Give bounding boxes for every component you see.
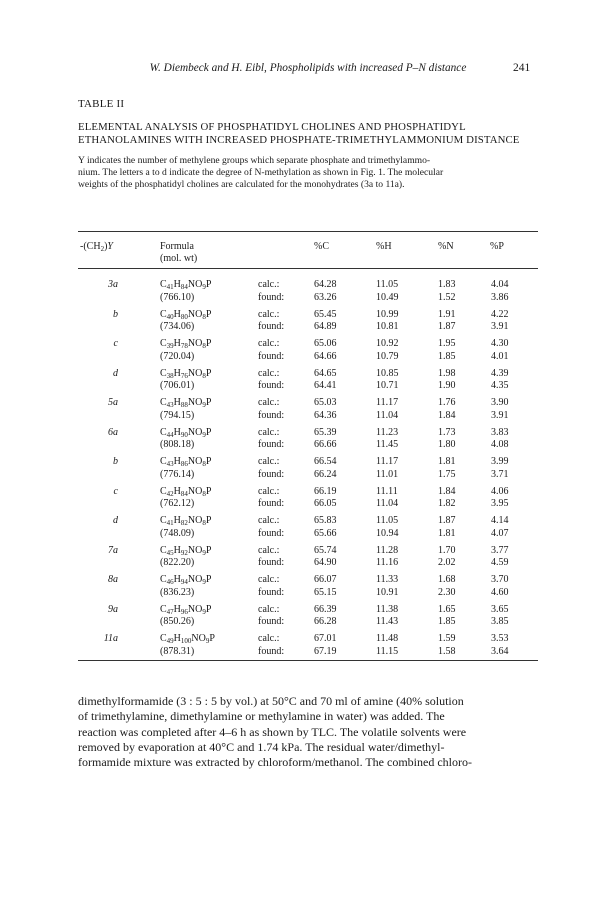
caption-line: nium. The letters a to d indicate the degree of N-methylation as shown in Fig. 1. The molecular <box>78 167 444 179</box>
calc-percent-p: 3.70 <box>491 574 509 585</box>
table-row <box>78 545 538 571</box>
found-label: found: <box>258 291 285 303</box>
compound-id: 5a <box>108 397 118 408</box>
compound-id: b <box>113 456 118 467</box>
calc-percent-c: 66.19 <box>314 485 337 497</box>
compound-molwt: (734.06) <box>160 321 195 332</box>
found-percent-c: 65.66 <box>314 527 337 539</box>
calc-percent-p: 3.77 <box>491 544 509 556</box>
compound-id: d <box>113 367 118 379</box>
calc-percent-n: 1.68 <box>438 574 456 585</box>
calc-label: calc.: <box>258 367 280 379</box>
calc-label: calc.: <box>258 456 280 467</box>
calc-percent-p: 3.83 <box>491 426 509 438</box>
calc-percent-p: 3.65 <box>491 603 509 615</box>
calc-percent-c: 65.45 <box>314 308 337 320</box>
calc-percent-p: 4.30 <box>491 338 509 349</box>
compound-id: c <box>113 485 118 497</box>
calc-percent-p: 4.14 <box>491 515 509 526</box>
compound-id: c <box>113 338 118 349</box>
found-percent-n: 1.85 <box>438 350 456 362</box>
compound-molwt: (748.09) <box>160 527 195 539</box>
compound-formula: $C_{43}H_{88}NO_9P$ <box>160 397 212 409</box>
found-percent-n: 1.90 <box>438 380 456 391</box>
calc-percent-h: 11.17 <box>376 397 399 408</box>
page-number: 241 <box>513 62 531 74</box>
found-percent-h: 11.04 <box>376 498 399 509</box>
found-percent-c: 64.66 <box>314 350 337 362</box>
found-percent-h: 10.94 <box>376 527 399 539</box>
body-text <box>78 694 540 770</box>
table-header-rule <box>78 268 538 269</box>
found-label: found: <box>258 321 285 332</box>
found-percent-p: 3.91 <box>491 321 509 332</box>
found-percent-c: 64.36 <box>314 409 337 421</box>
table-title-line: ELEMENTAL ANALYSIS OF PHOSPHATIDYL CHOLINES AND PHOSPHATIDYL <box>78 121 466 133</box>
compound-formula: $C_{41}H_{82}NO_8P$ <box>160 515 212 527</box>
compound-formula: $C_{45}H_{92}NO_9P$ <box>160 544 212 557</box>
compound-id: 9a <box>108 603 118 615</box>
calc-percent-n: 1.83 <box>438 279 456 290</box>
compound-id: 11a <box>103 633 118 644</box>
calc-percent-h: 11.23 <box>376 426 399 438</box>
found-label: found: <box>258 527 285 539</box>
table-row <box>78 309 538 335</box>
found-percent-p: 3.71 <box>491 468 509 480</box>
calc-percent-h: 10.99 <box>376 308 399 320</box>
compound-formula: $C_{38}H_{76}NO_8P$ <box>160 367 212 380</box>
found-percent-c: 63.26 <box>314 291 337 303</box>
compound-formula: $C_{49}H_{100}NO_9P$ <box>160 633 215 645</box>
found-label: found: <box>258 350 285 362</box>
found-percent-n: 1.82 <box>438 498 456 509</box>
found-percent-p: 4.35 <box>491 380 509 391</box>
compound-molwt: (766.10) <box>160 291 195 303</box>
calc-label: calc.: <box>258 485 280 497</box>
calc-label: calc.: <box>258 633 280 644</box>
compound-molwt: (776.14) <box>160 468 195 480</box>
table-row <box>78 338 538 364</box>
compound-formula: $C_{46}H_{94}NO_9P$ <box>160 574 212 586</box>
found-percent-n: 1.52 <box>438 291 456 303</box>
compound-id: d <box>113 515 118 526</box>
found-percent-c: 66.05 <box>314 498 337 509</box>
found-percent-p: 3.95 <box>491 498 509 509</box>
body-line: removed by evaporation at 40°C and 1.74 kPa. The residual water/dimethyl- <box>78 739 445 754</box>
found-percent-h: 11.43 <box>376 616 399 627</box>
compound-molwt: (822.20) <box>160 557 195 568</box>
found-percent-h: 11.01 <box>376 468 399 480</box>
compound-formula: $C_{41}H_{84}NO_9P$ <box>160 279 212 291</box>
calc-percent-c: 65.03 <box>314 397 337 408</box>
found-percent-c: 67.19 <box>314 645 337 657</box>
calc-percent-c: 64.28 <box>314 279 337 290</box>
calc-label: calc.: <box>258 338 280 349</box>
calc-percent-p: 4.22 <box>491 308 509 320</box>
table-caption <box>78 155 538 192</box>
compound-formula: $C_{44}H_{90}NO_9P$ <box>160 426 212 439</box>
calc-percent-n: 1.87 <box>438 515 456 526</box>
found-percent-h: 10.81 <box>376 321 399 332</box>
found-percent-p: 4.60 <box>491 586 509 598</box>
calc-percent-p: 3.90 <box>491 397 509 408</box>
found-percent-p: 3.91 <box>491 409 509 421</box>
calc-label: calc.: <box>258 515 280 526</box>
table-number: TABLE II <box>78 98 125 110</box>
compound-molwt: (850.26) <box>160 616 195 627</box>
found-percent-n: 1.81 <box>438 527 456 539</box>
found-percent-n: 2.30 <box>438 586 456 598</box>
column-header-c: %C <box>314 241 329 252</box>
found-percent-h: 10.91 <box>376 586 399 598</box>
found-percent-p: 3.86 <box>491 291 509 303</box>
calc-percent-c: 64.65 <box>314 367 337 379</box>
found-percent-c: 64.41 <box>314 380 337 391</box>
table-title-line: ETHANOLAMINES WITH INCREASED PHOSPHATE-TRIMETHYLAMMONIUM DISTANCE <box>78 133 520 146</box>
found-label: found: <box>258 498 285 509</box>
calc-percent-c: 65.06 <box>314 338 337 349</box>
found-percent-p: 4.01 <box>491 350 509 362</box>
calc-percent-n: 1.59 <box>438 633 456 644</box>
compound-molwt: (836.23) <box>160 586 195 598</box>
column-header-formula: Formula <box>160 241 194 252</box>
calc-percent-n: 1.70 <box>438 544 456 556</box>
calc-percent-h: 11.17 <box>376 456 399 467</box>
body-line: formamide mixture was extracted by chloroform/methanol. The combined chloro- <box>78 755 472 770</box>
found-percent-h: 11.04 <box>376 409 399 421</box>
table-row <box>78 456 538 482</box>
found-label: found: <box>258 468 285 480</box>
calc-label: calc.: <box>258 426 280 438</box>
calc-percent-n: 1.73 <box>438 426 456 438</box>
table-row <box>78 486 538 512</box>
table-row <box>78 368 538 394</box>
found-label: found: <box>258 586 285 598</box>
found-percent-h: 11.16 <box>376 557 399 568</box>
calc-label: calc.: <box>258 308 280 320</box>
calc-percent-h: 10.85 <box>376 367 399 379</box>
body-line: dimethylformamide (3 : 5 : 5 by vol.) at 50°C and 70 ml of amine (40% solution <box>78 694 464 708</box>
calc-percent-n: 1.91 <box>438 308 456 320</box>
calc-percent-n: 1.98 <box>438 367 456 379</box>
found-percent-c: 65.15 <box>314 586 337 598</box>
column-header-n: %N <box>438 241 454 252</box>
calc-label: calc.: <box>258 574 280 585</box>
compound-formula: $C_{43}H_{86}NO_8P$ <box>160 456 212 468</box>
calc-percent-p: 3.53 <box>491 633 509 644</box>
calc-percent-n: 1.76 <box>438 397 456 408</box>
compound-molwt: (720.04) <box>160 350 195 362</box>
found-percent-n: 1.87 <box>438 321 456 332</box>
table-row <box>78 427 538 453</box>
table-bottom-rule <box>78 660 538 661</box>
calc-percent-c: 66.07 <box>314 574 337 585</box>
calc-label: calc.: <box>258 603 280 615</box>
body-line: of trimethylamine, dimethylamine or methylamine in water) was added. The <box>78 709 445 724</box>
compound-molwt: (706.01) <box>160 380 195 391</box>
found-percent-h: 10.49 <box>376 291 399 303</box>
column-header-molwt: (mol. wt) <box>160 253 198 264</box>
compound-id: 8a <box>108 574 118 585</box>
calc-percent-c: 66.54 <box>314 456 337 467</box>
found-percent-p: 3.64 <box>491 645 509 657</box>
calc-percent-h: 11.05 <box>376 279 399 290</box>
compound-id: 3a <box>108 279 118 290</box>
calc-percent-h: 10.92 <box>376 338 399 349</box>
found-percent-p: 3.85 <box>491 616 509 627</box>
compound-molwt: (762.12) <box>160 498 195 509</box>
found-percent-h: 10.71 <box>376 380 399 391</box>
calc-percent-n: 1.81 <box>438 456 456 467</box>
column-header-h: %H <box>376 241 392 252</box>
found-percent-p: 4.59 <box>491 557 509 568</box>
calc-percent-h: 11.48 <box>376 633 399 644</box>
found-percent-n: 1.75 <box>438 468 456 480</box>
calc-percent-n: 1.95 <box>438 338 456 349</box>
found-percent-p: 4.07 <box>491 527 509 539</box>
found-percent-p: 4.08 <box>491 439 509 450</box>
calc-label: calc.: <box>258 397 280 408</box>
found-label: found: <box>258 439 285 450</box>
compound-formula: $C_{42}H_{84}NO_8P$ <box>160 485 212 498</box>
table-top-rule <box>78 231 538 232</box>
column-header-p: %P <box>490 241 504 252</box>
found-label: found: <box>258 616 285 627</box>
calc-percent-p: 3.99 <box>491 456 509 467</box>
table-row <box>78 397 538 423</box>
caption-line: weights of the phosphatidyl cholines are calculated for the monohydrates (3a to 11a). <box>78 179 405 191</box>
calc-percent-c: 65.39 <box>314 426 337 438</box>
found-label: found: <box>258 645 285 657</box>
compound-formula: $C_{39}H_{78}NO_8P$ <box>160 338 212 350</box>
column-header-ch2: $-(CH_2)Y$ <box>80 241 113 253</box>
calc-percent-c: 65.83 <box>314 515 337 526</box>
table-row <box>78 604 538 630</box>
calc-percent-p: 4.06 <box>491 485 509 497</box>
running-head: W. Diembeck and H. Eibl, Phospholipids with increased P–N distance <box>149 62 467 74</box>
calc-percent-n: 1.65 <box>438 603 456 615</box>
compound-id: 6a <box>108 426 118 438</box>
found-percent-n: 1.58 <box>438 645 456 657</box>
table-row <box>78 515 538 541</box>
calc-percent-n: 1.84 <box>438 485 456 497</box>
calc-percent-h: 11.33 <box>376 574 399 585</box>
compound-molwt: (878.31) <box>160 645 195 657</box>
found-percent-n: 1.84 <box>438 409 456 421</box>
calc-percent-h: 11.28 <box>376 544 399 556</box>
found-label: found: <box>258 557 285 568</box>
table-row <box>78 279 538 305</box>
calc-percent-p: 4.04 <box>491 279 509 290</box>
found-percent-h: 11.45 <box>376 439 399 450</box>
calc-percent-c: 66.39 <box>314 603 337 615</box>
calc-percent-h: 11.38 <box>376 603 399 615</box>
compound-molwt: (808.18) <box>160 439 195 450</box>
table-title <box>78 121 538 146</box>
compound-molwt: (794.15) <box>160 409 195 421</box>
compound-formula: $C_{40}H_{80}NO_8P$ <box>160 308 212 321</box>
calc-percent-h: 11.11 <box>376 485 398 497</box>
calc-label: calc.: <box>258 279 280 290</box>
table-row <box>78 574 538 600</box>
found-percent-c: 64.89 <box>314 321 337 332</box>
compound-formula: $C_{47}H_{96}NO_9P$ <box>160 603 212 616</box>
table-row <box>78 633 538 659</box>
body-line: reaction was completed after 4–6 h as shown by TLC. The volatile solvents were <box>78 724 467 739</box>
compound-id: b <box>113 308 118 320</box>
found-percent-c: 64.90 <box>314 557 337 568</box>
found-percent-c: 66.66 <box>314 439 337 450</box>
found-percent-n: 2.02 <box>438 557 456 568</box>
found-label: found: <box>258 380 285 391</box>
calc-percent-h: 11.05 <box>376 515 399 526</box>
calc-percent-c: 65.74 <box>314 544 337 556</box>
found-percent-c: 66.24 <box>314 468 337 480</box>
found-percent-h: 11.15 <box>376 645 399 657</box>
found-percent-c: 66.28 <box>314 616 337 627</box>
compound-id: 7a <box>108 544 118 556</box>
calc-percent-c: 67.01 <box>314 633 337 644</box>
caption-line: Y indicates the number of methylene groups which separate phosphate and trimethylammo- <box>78 155 431 166</box>
found-label: found: <box>258 409 285 421</box>
found-percent-n: 1.80 <box>438 439 456 450</box>
found-percent-n: 1.85 <box>438 616 456 627</box>
calc-label: calc.: <box>258 544 280 556</box>
calc-percent-p: 4.39 <box>491 367 509 379</box>
found-percent-h: 10.79 <box>376 350 399 362</box>
